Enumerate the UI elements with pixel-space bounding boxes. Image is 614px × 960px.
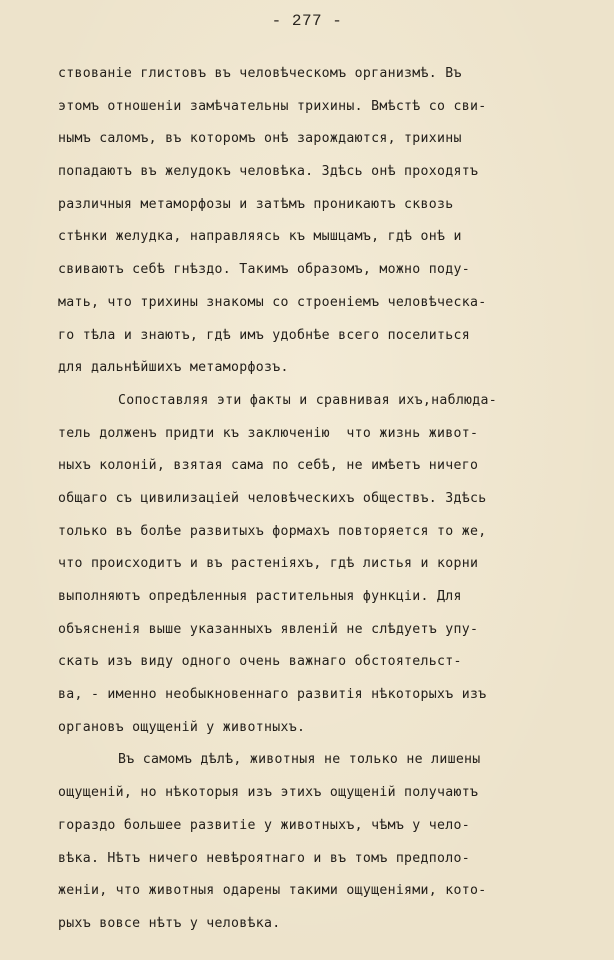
- text-line: женіи, что животныя одарены такими ощущеніями, кото-: [58, 883, 487, 899]
- text-line: гораздо большее развитіе у животныхъ, чѣмъ у чело-: [58, 817, 470, 833]
- text-line: Въ самомъ дѣлѣ, животныя не только не лишены: [118, 752, 481, 768]
- page-number: - 277 -: [271, 12, 343, 30]
- text-line: ощущеній, но нѣкоторыя изъ этихъ ощущеній получаютъ: [58, 785, 479, 801]
- text-line: свиваютъ себѣ гнѣздо. Такимъ образомъ, можно поду-: [58, 262, 470, 278]
- text-line: ствованіе глистовъ въ человѣческомъ организмѣ. Въ: [58, 66, 462, 81]
- text-line: нымъ саломъ, въ которомъ онѣ зарождаются, трихины: [58, 131, 462, 147]
- text-line: различныя метаморфозы и затѣмъ проникаютъ сквозь: [58, 196, 454, 212]
- text-line: попадаютъ въ желудокъ человѣка. Здѣсь онѣ проходятъ: [58, 164, 479, 180]
- text-line: этомъ отношеніи замѣчательны трихины. Вмѣстѣ со сви-: [58, 98, 487, 114]
- text-line: мать, что трихины знакомы со строеніемъ человѣческа-: [58, 294, 487, 310]
- text-line: вѣка. Нѣтъ ничего невѣроятнаго и въ томъ предполо-: [58, 850, 470, 866]
- text-line: го тѣла и знаютъ, гдѣ имъ удобнѣе всего поселиться: [58, 327, 470, 343]
- text-line: общаго съ цивилизаціей человѣческихъ обществъ. Здѣсь: [58, 490, 487, 506]
- text-line: органовъ ощущеній у животныхъ.: [58, 719, 306, 735]
- text-line: объясненія выше указанныхъ явленій не слѣдуетъ упу-: [58, 621, 479, 637]
- body-text: [58, 58, 558, 941]
- text-line: тель долженъ придти къ заключенію что жизнь живот-: [58, 425, 479, 441]
- text-line: стѣнки желудка, направляясь къ мышцамъ, гдѣ онѣ и: [58, 229, 462, 245]
- text-line: что происходитъ и въ растеніяхъ, гдѣ листья и корни: [58, 556, 479, 572]
- text-line: скать изъ виду одного очень важнаго обстоятельст-: [58, 654, 462, 670]
- text-line: рыхъ вовсе нѣтъ у человѣка.: [58, 915, 281, 931]
- text-line: только въ болѣе развитыхъ формахъ повторяется то же,: [58, 523, 487, 539]
- text-line: ва, - именно необыкновеннаго развитія нѣкоторыхъ изъ: [58, 687, 487, 703]
- text-line: для дальнѣйшихъ метаморфозъ.: [58, 360, 289, 376]
- text-line: выполняютъ опредѣленныя растительныя функціи. Для: [58, 589, 462, 604]
- text-line: Сопоставляя эти факты и сравнивая ихъ,наблюда-: [118, 392, 498, 408]
- text-line: ныхъ колоній, взятая сама по себѣ, не имѣетъ ничего: [58, 458, 479, 474]
